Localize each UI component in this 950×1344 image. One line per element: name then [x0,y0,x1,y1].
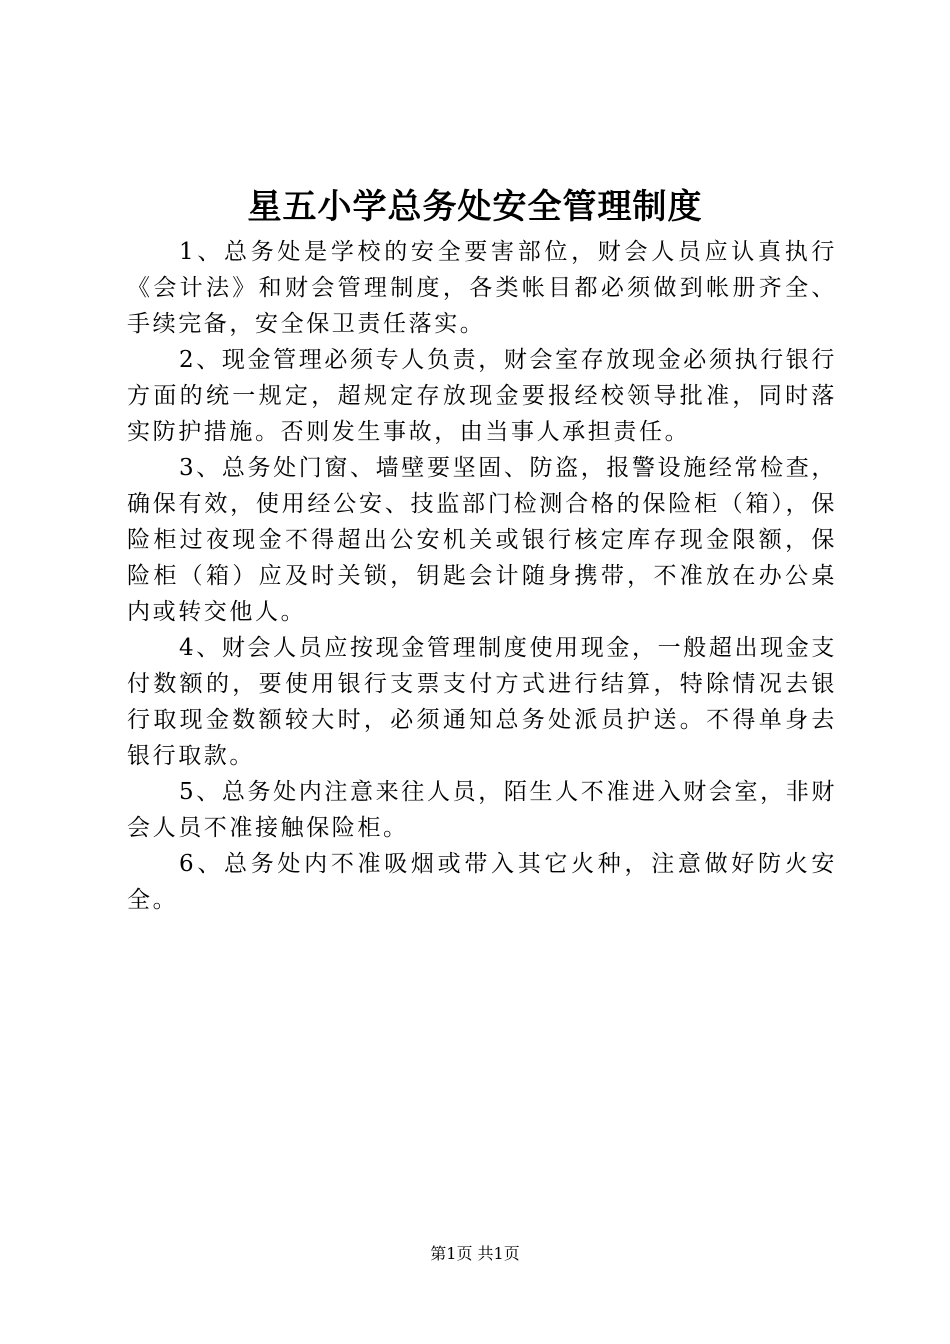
paragraph-2: 2、现金管理必须专人负责，财会室存放现金必须执行银行方面的统一规定，超规定存放现金要报经校领导批准，同时落实防护措施。否则发生事故，由当事人承担责任。 [127,347,837,445]
page-footer: 第1页 共1页 [430,1244,520,1263]
paragraph-5: 5、总务处内注意来往人员，陌生人不准进入财会室，非财会人员不准接触保险柜。 [127,779,837,841]
document-title: 星五小学总务处安全管理制度 [247,187,703,227]
paragraph-1: 1、总务处是学校的安全要害部位，财会人员应认真执行《会计法》和财会管理制度，各类帐目都必须做到帐册齐全、手续完备，安全保卫责任落实。 [127,239,837,337]
paragraph-3: 3、总务处门窗、墙壁要坚固、防盗，报警设施经常检查，确保有效，使用经公安、技监部门检测合格的保险柜（箱），保险柜过夜现金不得超出公安机关或银行核定库存现金限额，保险柜（箱）应及时关锁，钥匙会计随身携带，不准放在办公桌内或转交他人。 [127,455,837,625]
paragraph-6: 6、总务处内不准吸烟或带入其它火种，注意做好防火安全。 [127,851,837,913]
document-body [127,234,837,918]
paragraph-4: 4、财会人员应按现金管理制度使用现金，一般超出现金支付数额的，要使用银行支票支付方式进行结算，特除情况去银行取现金数额较大时，必须通知总务处派员护送。不得单身去银行取款。 [127,635,837,769]
